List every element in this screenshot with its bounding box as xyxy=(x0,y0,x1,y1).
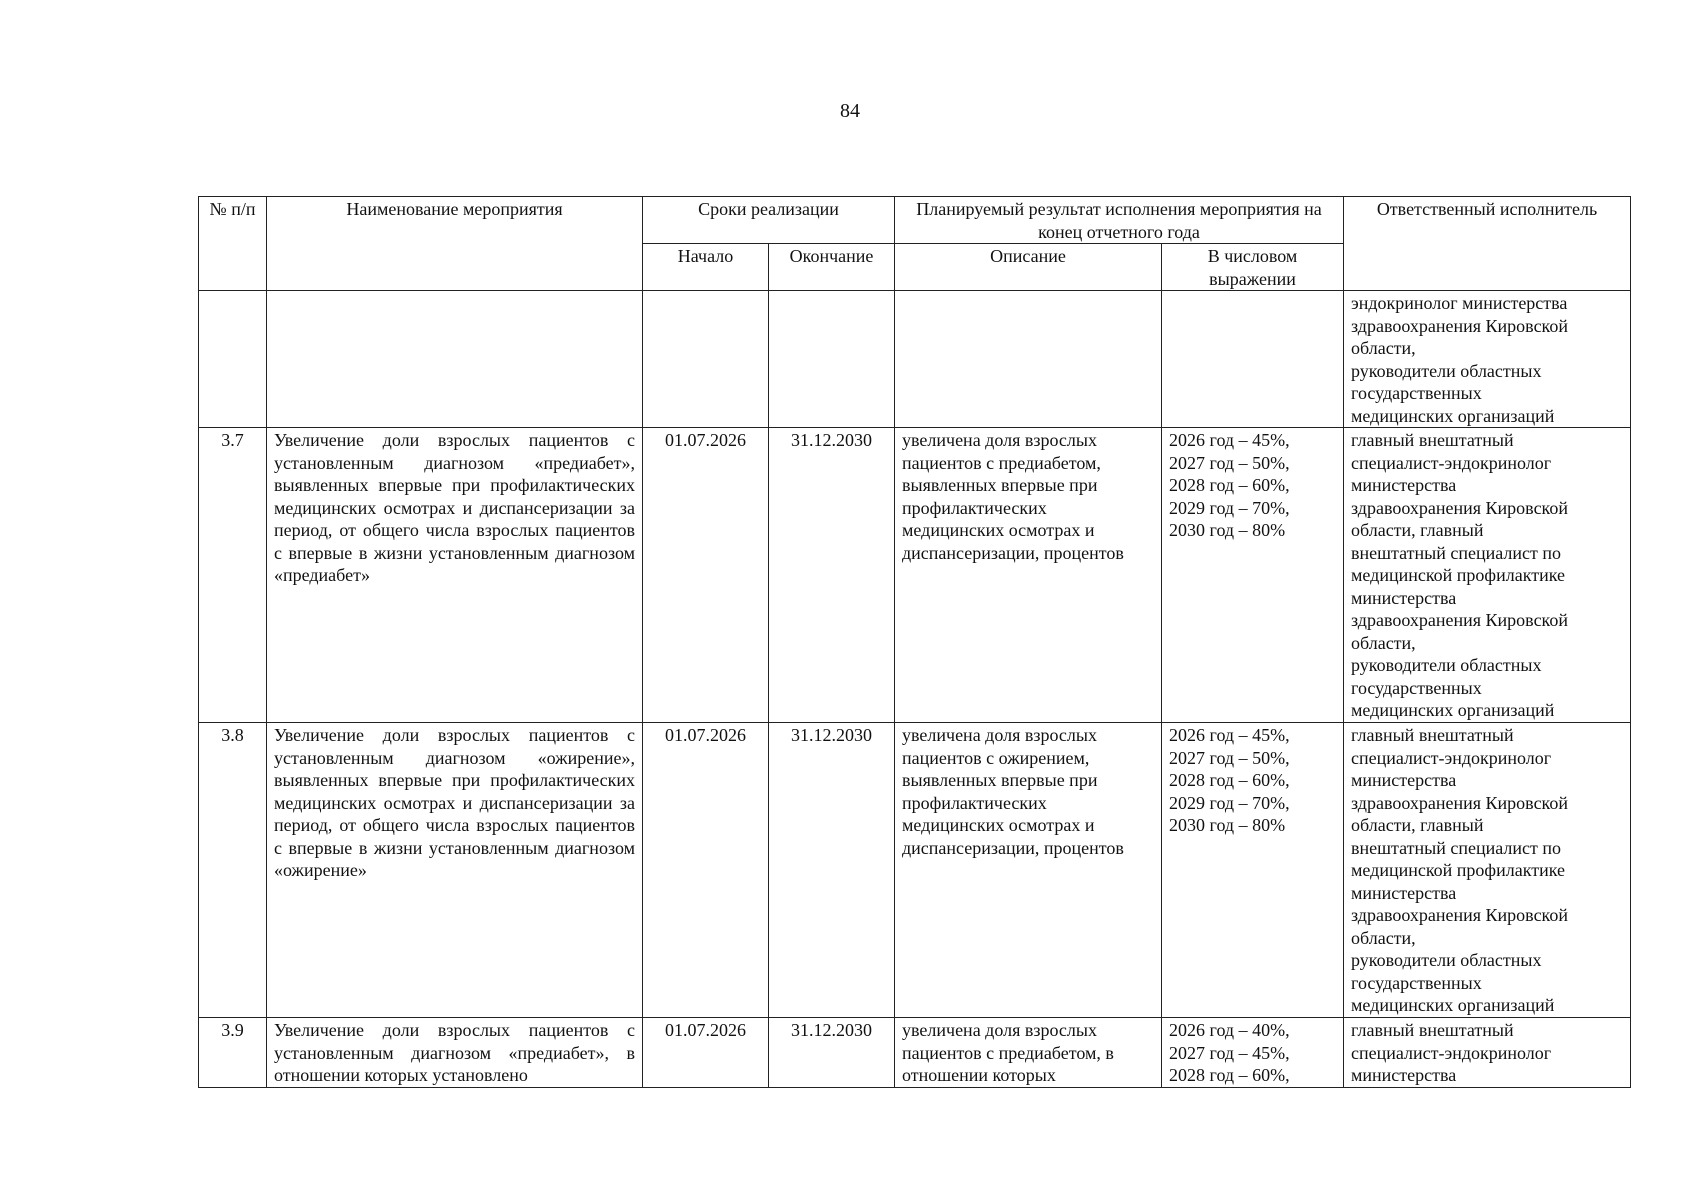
table-row xyxy=(199,428,1631,723)
cell-end: 31.12.2030 xyxy=(769,723,895,1018)
cell-start xyxy=(643,291,769,428)
cell-num xyxy=(199,291,267,428)
measures-table xyxy=(198,196,1631,1088)
responsible-line: области, главный xyxy=(1351,815,1484,835)
cell-responsible xyxy=(1344,428,1631,723)
value-line: 2026 год – 45%, xyxy=(1169,430,1290,450)
value-line: 2027 год – 45%, xyxy=(1169,1042,1290,1063)
description-line: пациентов с ожирением, xyxy=(902,747,1090,768)
description-line: пациентов с предиабетом, xyxy=(902,452,1101,473)
header-description: Описание xyxy=(895,244,1162,291)
value-line: 2027 год – 50%, xyxy=(1169,452,1290,473)
description-line: диспансеризации, процентов xyxy=(902,542,1124,563)
responsible-line: главный внештатный xyxy=(1351,1020,1514,1040)
cell-num: 3.7 xyxy=(199,428,267,723)
description-line: профилактических xyxy=(902,497,1047,518)
value-line: 2026 год – 45%, xyxy=(1169,725,1290,745)
cell-num: 3.8 xyxy=(199,723,267,1018)
cell-name xyxy=(267,291,643,428)
value-line: 2028 год – 60%, xyxy=(1169,1065,1290,1085)
value-line: 2028 год – 60%, xyxy=(1169,475,1290,495)
description-line: пациентов с предиабетом, в xyxy=(902,1042,1114,1063)
description-line: диспансеризации, процентов xyxy=(902,837,1124,858)
responsible-line: специалист-эндокринолог xyxy=(1351,747,1552,768)
cell-description xyxy=(895,428,1162,723)
description-line: увеличена доля взрослых xyxy=(902,725,1097,745)
cell-end: 31.12.2030 xyxy=(769,428,895,723)
responsible-line: области, главный xyxy=(1351,520,1484,540)
cell-name: Увеличение доли взрослых пациентов с установленным диагнозом «ожирение», выявленных впервые при профилактических медицинских осмотрах и диспансеризации за период, от общего числа взрослых пациентов с впервые в жизни установленным диагнозом «ожирение» xyxy=(267,723,643,1018)
cell-num: 3.9 xyxy=(199,1018,267,1088)
value-line: 2029 год – 70%, xyxy=(1169,497,1290,518)
value-line: 2028 год – 60%, xyxy=(1169,770,1290,790)
responsible-line: медицинских организаций xyxy=(1351,995,1555,1015)
responsible-line: министерства xyxy=(1351,1065,1457,1085)
cell-description xyxy=(895,723,1162,1018)
value-line: 2030 год – 80% xyxy=(1169,815,1286,835)
responsible-line: медицинской профилактике xyxy=(1351,565,1565,585)
responsible-line: руководители областных xyxy=(1351,950,1542,970)
cell-values xyxy=(1162,723,1344,1018)
table-row xyxy=(199,723,1631,1018)
cell-end xyxy=(769,291,895,428)
responsible-line: руководители областных xyxy=(1351,655,1542,675)
header-responsible: Ответственный исполнитель xyxy=(1344,197,1631,291)
cell-start: 01.07.2026 xyxy=(643,1018,769,1088)
cell-values xyxy=(1162,291,1344,428)
responsible-line: области, xyxy=(1351,338,1416,358)
description-line: увеличена доля взрослых xyxy=(902,430,1097,450)
cell-responsible xyxy=(1344,1018,1631,1088)
responsible-line: внештатный специалист по xyxy=(1351,542,1561,563)
header-num: № п/п xyxy=(199,197,267,291)
cell-description xyxy=(895,291,1162,428)
header-row-top xyxy=(199,197,1631,244)
cell-name: Увеличение доли взрослых пациентов с установленным диагнозом «предиабет», выявленных впервые при профилактических медицинских осмотрах и диспансеризации за период, от общего числа взрослых пациентов с впервые в жизни установленным диагнозом «предиабет» xyxy=(267,428,643,723)
description-line: профилактических xyxy=(902,792,1047,813)
responsible-line: здравоохранения Кировской xyxy=(1351,610,1569,630)
cell-description xyxy=(895,1018,1162,1088)
table-row xyxy=(199,1018,1631,1088)
cell-values xyxy=(1162,428,1344,723)
responsible-line: министерства xyxy=(1351,882,1457,903)
header-end: Окончание xyxy=(769,244,895,291)
responsible-line: области, xyxy=(1351,927,1416,948)
table-row-continuation xyxy=(199,291,1631,428)
cell-start: 01.07.2026 xyxy=(643,428,769,723)
responsible-line: эндокринолог министерства xyxy=(1351,293,1568,313)
responsible-line: главный внештатный xyxy=(1351,725,1514,745)
responsible-line: здравоохранения Кировской xyxy=(1351,315,1569,336)
header-start: Начало xyxy=(643,244,769,291)
responsible-line: здравоохранения Кировской xyxy=(1351,792,1569,813)
responsible-line: медицинской профилактике xyxy=(1351,860,1565,880)
description-line: медицинских осмотрах и xyxy=(902,520,1095,540)
cell-start: 01.07.2026 xyxy=(643,723,769,1018)
responsible-line: здравоохранения Кировской xyxy=(1351,497,1569,518)
responsible-line: области, xyxy=(1351,632,1416,653)
header-terms: Сроки реализации xyxy=(643,197,895,244)
responsible-line: государственных xyxy=(1351,972,1482,993)
responsible-line: государственных xyxy=(1351,677,1482,698)
header-numeric: В числовом выражении xyxy=(1162,244,1344,291)
value-line: 2029 год – 70%, xyxy=(1169,792,1290,813)
cell-end: 31.12.2030 xyxy=(769,1018,895,1088)
value-line: 2026 год – 40%, xyxy=(1169,1020,1290,1040)
responsible-line: внештатный специалист по xyxy=(1351,837,1561,858)
responsible-line: государственных xyxy=(1351,383,1482,403)
responsible-line: здравоохранения Кировской xyxy=(1351,905,1569,925)
cell-responsible xyxy=(1344,723,1631,1018)
responsible-line: медицинских организаций xyxy=(1351,700,1555,720)
value-line: 2027 год – 50%, xyxy=(1169,747,1290,768)
cell-responsible xyxy=(1344,291,1631,428)
responsible-line: министерства xyxy=(1351,475,1457,495)
description-line: выявленных впервые при xyxy=(902,475,1098,495)
cell-values xyxy=(1162,1018,1344,1088)
responsible-line: министерства xyxy=(1351,770,1457,790)
description-line: медицинских осмотрах и xyxy=(902,815,1095,835)
responsible-line: министерства xyxy=(1351,587,1457,608)
header-name: Наименование мероприятия xyxy=(267,197,643,291)
header-result: Планируемый результат исполнения мероприятия на конец отчетного года xyxy=(895,197,1344,244)
value-line: 2030 год – 80% xyxy=(1169,520,1286,540)
description-line: отношении которых xyxy=(902,1065,1056,1085)
page-number: 84 xyxy=(840,100,860,122)
cell-name: Увеличение доли взрослых пациентов с установленным диагнозом «предиабет», в отношении которых установлено xyxy=(267,1018,643,1088)
responsible-line: специалист-эндокринолог xyxy=(1351,1042,1552,1063)
responsible-line: руководители областных xyxy=(1351,360,1542,381)
responsible-line: медицинских организаций xyxy=(1351,405,1555,426)
description-line: увеличена доля взрослых xyxy=(902,1020,1097,1040)
responsible-line: главный внештатный xyxy=(1351,430,1514,450)
description-line: выявленных впервые при xyxy=(902,770,1098,790)
responsible-line: специалист-эндокринолог xyxy=(1351,452,1552,473)
